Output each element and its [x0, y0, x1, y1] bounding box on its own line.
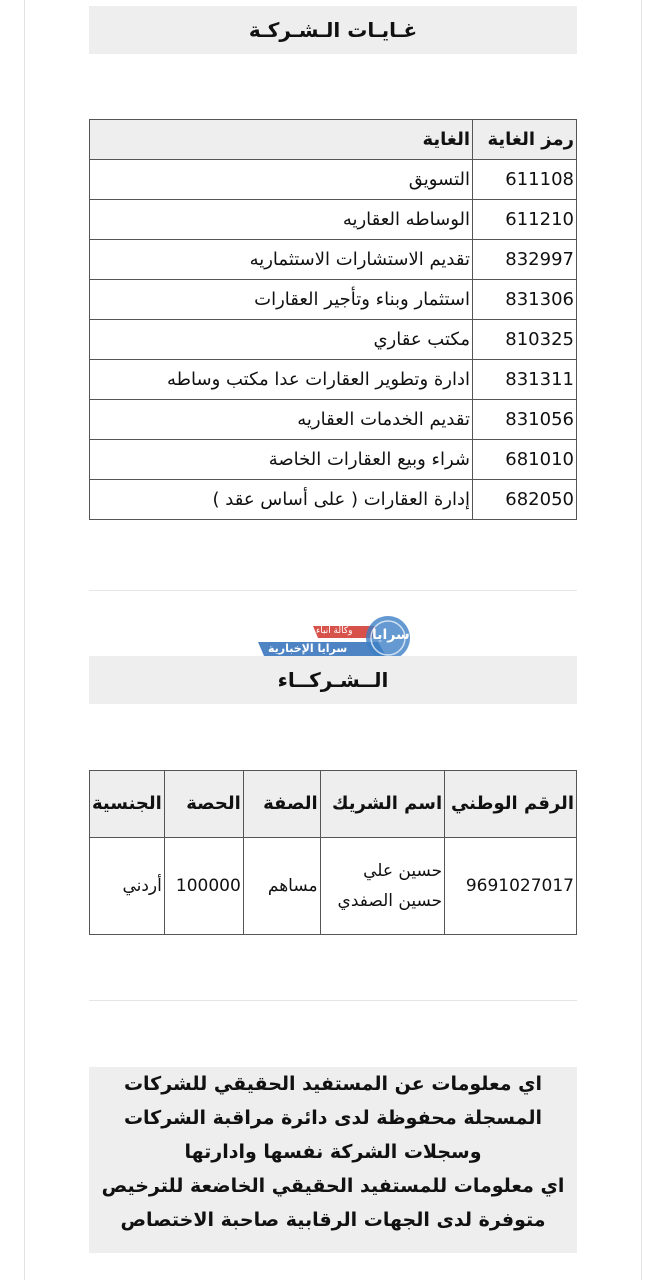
purpose-code: 611108 [473, 160, 577, 200]
section-divider [89, 1000, 577, 1001]
table-row [90, 280, 577, 320]
purpose-name: استثمار وبناء وتأجير العقارات [90, 280, 473, 320]
table-row [90, 160, 577, 200]
partner-share: 100000 [164, 838, 243, 935]
table-row [90, 480, 577, 520]
partners-header-row [90, 771, 577, 838]
purpose-name: الوساطه العقاريه [90, 200, 473, 240]
purpose-code: 831311 [473, 360, 577, 400]
partner-capacity: مساهم [243, 838, 320, 935]
watermark-subtitle: سرايا الإخبارية [268, 642, 348, 655]
table-row [90, 360, 577, 400]
purpose-name: تقديم الاستشارات الاستثماريه [90, 240, 473, 280]
purpose-code: 681010 [473, 440, 577, 480]
table-row [90, 838, 577, 935]
purpose-name: ادارة وتطوير العقارات عدا مكتب وساطه [90, 360, 473, 400]
header-purpose-name: الغاية [90, 120, 473, 160]
table-row [90, 200, 577, 240]
table-row [90, 400, 577, 440]
purpose-code: 832997 [473, 240, 577, 280]
watermark-tag: وكالة أنباء [316, 626, 353, 636]
partners-title: الــشـركــاء [89, 656, 577, 704]
header-nationality: الجنسية [90, 771, 165, 838]
purposes-title: غـايـات الـشـركـة [89, 6, 577, 54]
partner-national-id: 9691027017 [445, 838, 577, 935]
purpose-code: 611210 [473, 200, 577, 240]
table-row [90, 440, 577, 480]
purposes-table [89, 119, 577, 520]
purpose-name: التسويق [90, 160, 473, 200]
purpose-code: 810325 [473, 320, 577, 360]
header-share: الحصة [164, 771, 243, 838]
purpose-code: 682050 [473, 480, 577, 520]
header-national-id: الرقم الوطني [445, 771, 577, 838]
purpose-name: إدارة العقارات ( على أساس عقد ) [90, 480, 473, 520]
header-capacity: الصفة [243, 771, 320, 838]
watermark-brand: سرايا [372, 627, 410, 643]
purpose-code: 831056 [473, 400, 577, 440]
purpose-name: مكتب عقاري [90, 320, 473, 360]
partners-table-wrap [89, 770, 577, 935]
section-divider [89, 590, 577, 591]
partner-nationality: أردني [90, 838, 165, 935]
purposes-table-wrap [89, 119, 577, 520]
header-purpose-code: رمز الغاية [473, 120, 577, 160]
beneficiary-note [89, 1067, 577, 1253]
note-line-2: اي معلومات للمستفيد الحقيقي الخاضعة للترخيص متوفرة لدى الجهات الرقابية صاحبة الاختصاص [101, 1175, 565, 1231]
purpose-code: 831306 [473, 280, 577, 320]
table-row [90, 240, 577, 280]
purposes-header-row [90, 120, 577, 160]
partners-table [89, 770, 577, 935]
note-line-1: اي معلومات عن المستفيد الحقيقي للشركات المسجلة محفوظة لدى دائرة مراقبة الشركات وسجلات الشركة نفسها وادارتها [123, 1073, 543, 1163]
header-partner-name: اسم الشريك [320, 771, 445, 838]
watermark-logo [258, 612, 413, 662]
partner-name: حسين علي حسين الصفدي [320, 838, 445, 935]
purpose-name: تقديم الخدمات العقاريه [90, 400, 473, 440]
table-row [90, 320, 577, 360]
purpose-name: شراء وبيع العقارات الخاصة [90, 440, 473, 480]
